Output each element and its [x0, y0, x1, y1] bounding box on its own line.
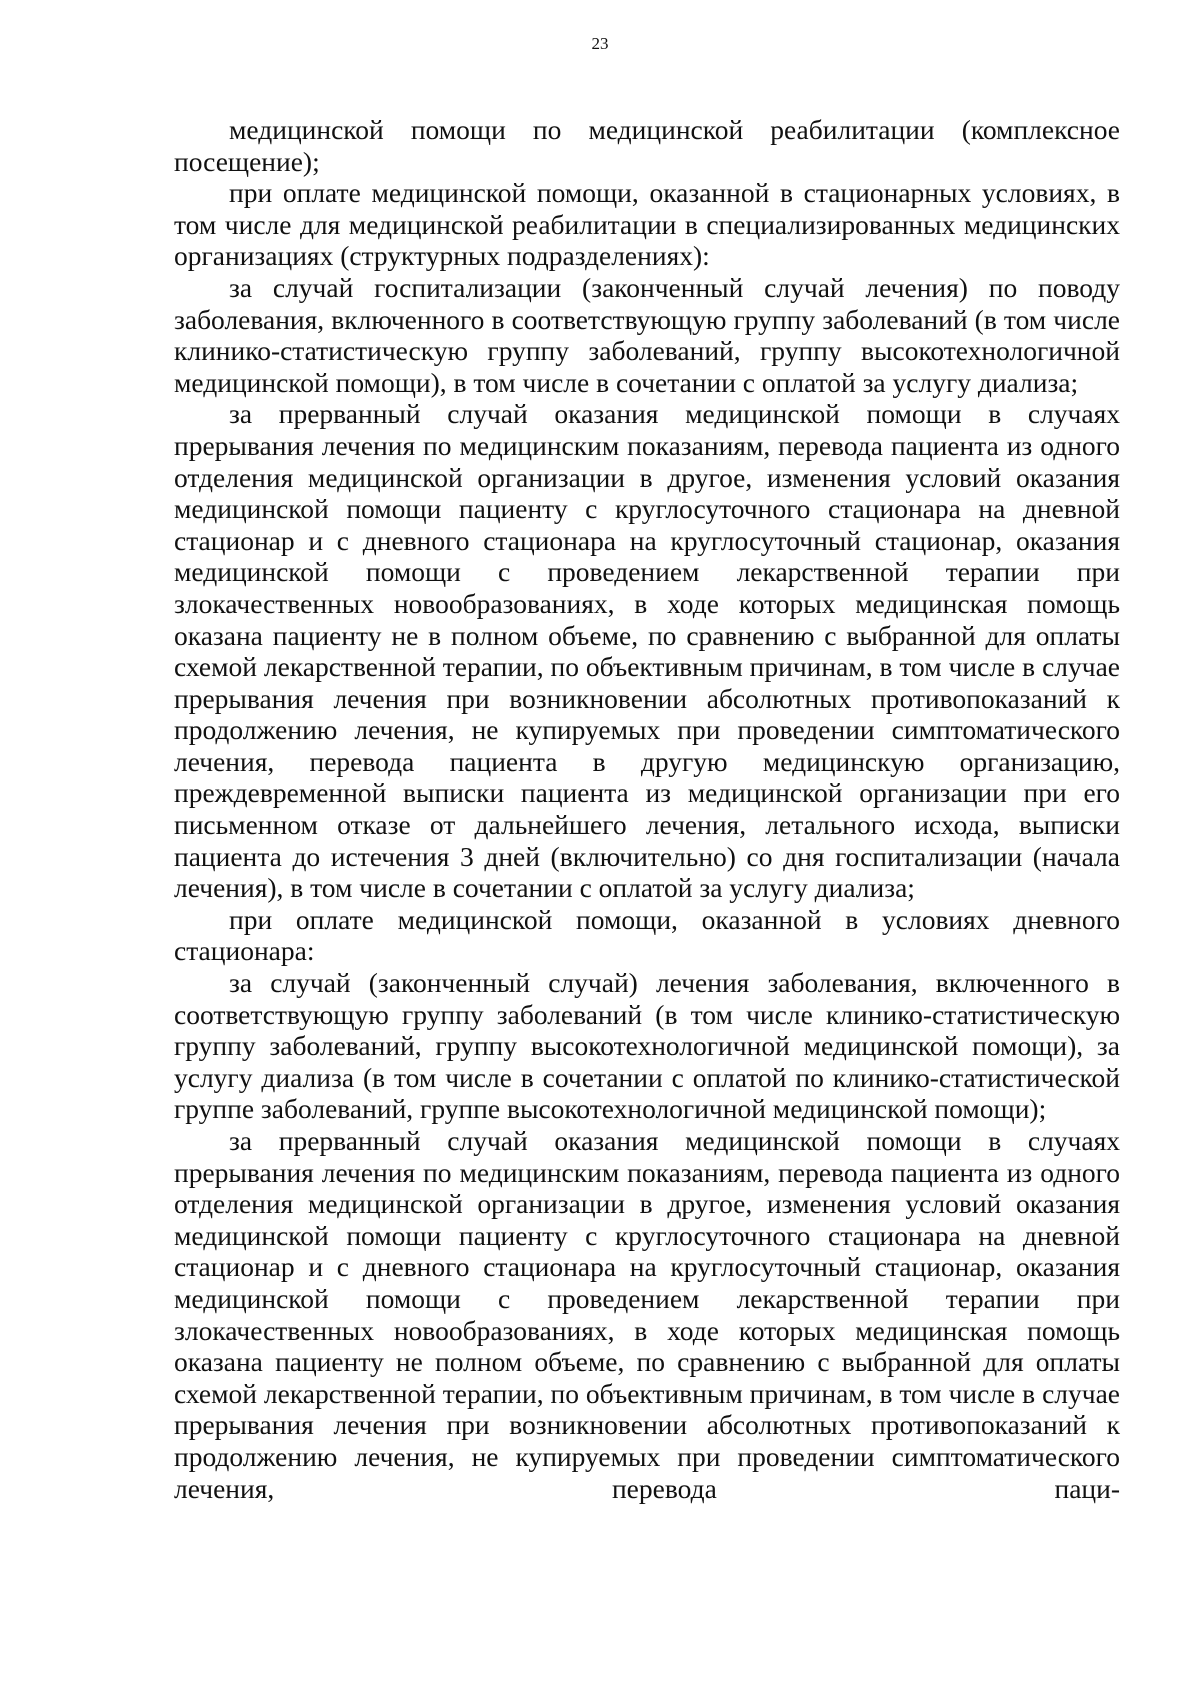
paragraph: за случай госпитализации (законченный случай лечения) по поводу заболевания, включенного в соответствующую группу заболеваний (в том числе клинико-статистическую группу заболеваний, группу высокотехнологичной медицинской помощи), в том числе в сочетании с оплатой за услугу диализа; — [174, 271, 1120, 398]
paragraph: при оплате медицинской помощи, оказанной в условиях дневного стационара: — [174, 903, 1120, 967]
paragraph: медицинской помощи по медицинской реабилитации (комплексное посещение); — [174, 114, 1120, 177]
document-body — [174, 114, 1120, 1504]
paragraph: за прерванный случай оказания медицинской помощи в случаях прерывания лечения по медицинским показаниям, перевода пациента из одного отделения медицинской организации в другое, изменения условий оказания медицинской помощи пациенту с круглосуточного стационара на дневной стационар и с дневного стационара на круглосуточный стационар, оказания медицинской помощи с проведением лекарственной терапии при злокачественных новообразованиях, в ходе которых медицинская помощь оказана пациенту не полном объеме, по сравнению с выбранной для оплаты схемой лекарственной терапии, по объективным причинам, в том числе в случае прерывания лечения при возникновении абсолютных противопоказаний к продолжению лечения, не купируемых при проведении симптоматического лечения, перевода паци- — [174, 1125, 1120, 1504]
paragraph: за прерванный случай оказания медицинской помощи в случаях прерывания лечения по медицинским показаниям, перевода пациента из одного отделения медицинской организации в другое, изменения условий оказания медицинской помощи пациенту с круглосуточного стационара на дневной стационар и с дневного стационара на круглосуточный стационар, оказания медицинской помощи с проведением лекарственной терапии при злокачественных новообразованиях, в ходе которых медицинская помощь оказана пациенту не в полном объеме, по сравнению с выбранной для оплаты схемой лекарственной терапии, по объективным причинам, в том числе в случае прерывания лечения при возникновении абсолютных противопоказаний к продолжению лечения, не купируемых при проведении симптоматического лечения, перевода пациента в другую медицинскую организацию, преждевременной выписки пациента из медицинской организации при его письменном отказе от дальнейшего лечения, летального исхода, выписки пациента до истечения 3 дней (включительно) со дня госпитализации (начала лечения), в том числе в сочетании с оплатой за услугу диализа; — [174, 398, 1120, 904]
paragraph: за случай (законченный случай) лечения заболевания, включенного в соответствующую группу заболеваний (в том числе клинико-статистическую группу заболеваний, группу высокотехнологичной медицинской помощи), за услугу диализа (в том числе в сочетании с оплатой по клинико-статистической группе заболеваний, группе высокотехнологичной медицинской помощи); — [174, 967, 1120, 1125]
paragraph: при оплате медицинской помощи, оказанной в стационарных условиях, в том числе для медицинской реабилитации в специализированных медицинских организациях (структурных подразделениях): — [174, 177, 1120, 272]
page-number: 23 — [591, 34, 609, 53]
